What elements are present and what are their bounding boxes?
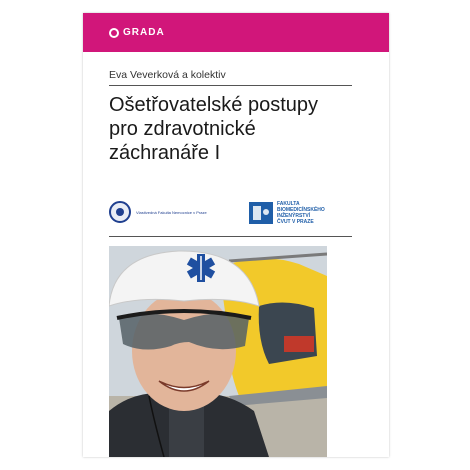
book-cover bbox=[83, 13, 389, 457]
title-line-3: záchranáře I bbox=[109, 142, 221, 164]
cover-photo bbox=[109, 246, 327, 457]
fbmi-line-2: BIOMEDICÍNSKÉHO bbox=[277, 207, 325, 213]
publisher-name: GRADA bbox=[123, 27, 165, 38]
publisher-band bbox=[83, 13, 389, 52]
fbmi-logo-icon bbox=[249, 202, 273, 224]
fbmi-line-3: INŽENÝRSTVÍ bbox=[277, 213, 311, 219]
publisher-circle-icon bbox=[109, 28, 119, 38]
fbmi-line-4: ČVUT V PRAZE bbox=[277, 219, 314, 225]
fbmi-line-1: FAKULTA bbox=[277, 201, 300, 207]
book-title bbox=[109, 93, 379, 165]
bottom-divider bbox=[109, 236, 352, 237]
title-line-1: Ošetřovatelské postupy bbox=[109, 94, 318, 116]
title-line-2: pro zdravotnické bbox=[109, 118, 256, 140]
institution-right-text bbox=[277, 201, 325, 225]
author-line: Eva Veverková a kolektiv bbox=[109, 69, 226, 81]
institution-logo-right bbox=[249, 201, 325, 225]
university-seal-icon bbox=[109, 201, 131, 223]
top-divider bbox=[109, 85, 352, 86]
publisher-logo bbox=[109, 27, 165, 38]
institution-logo-left bbox=[109, 201, 207, 223]
institution-left-text: Vlastivedná Fakulta Nemocnice v Praze bbox=[136, 209, 207, 215]
